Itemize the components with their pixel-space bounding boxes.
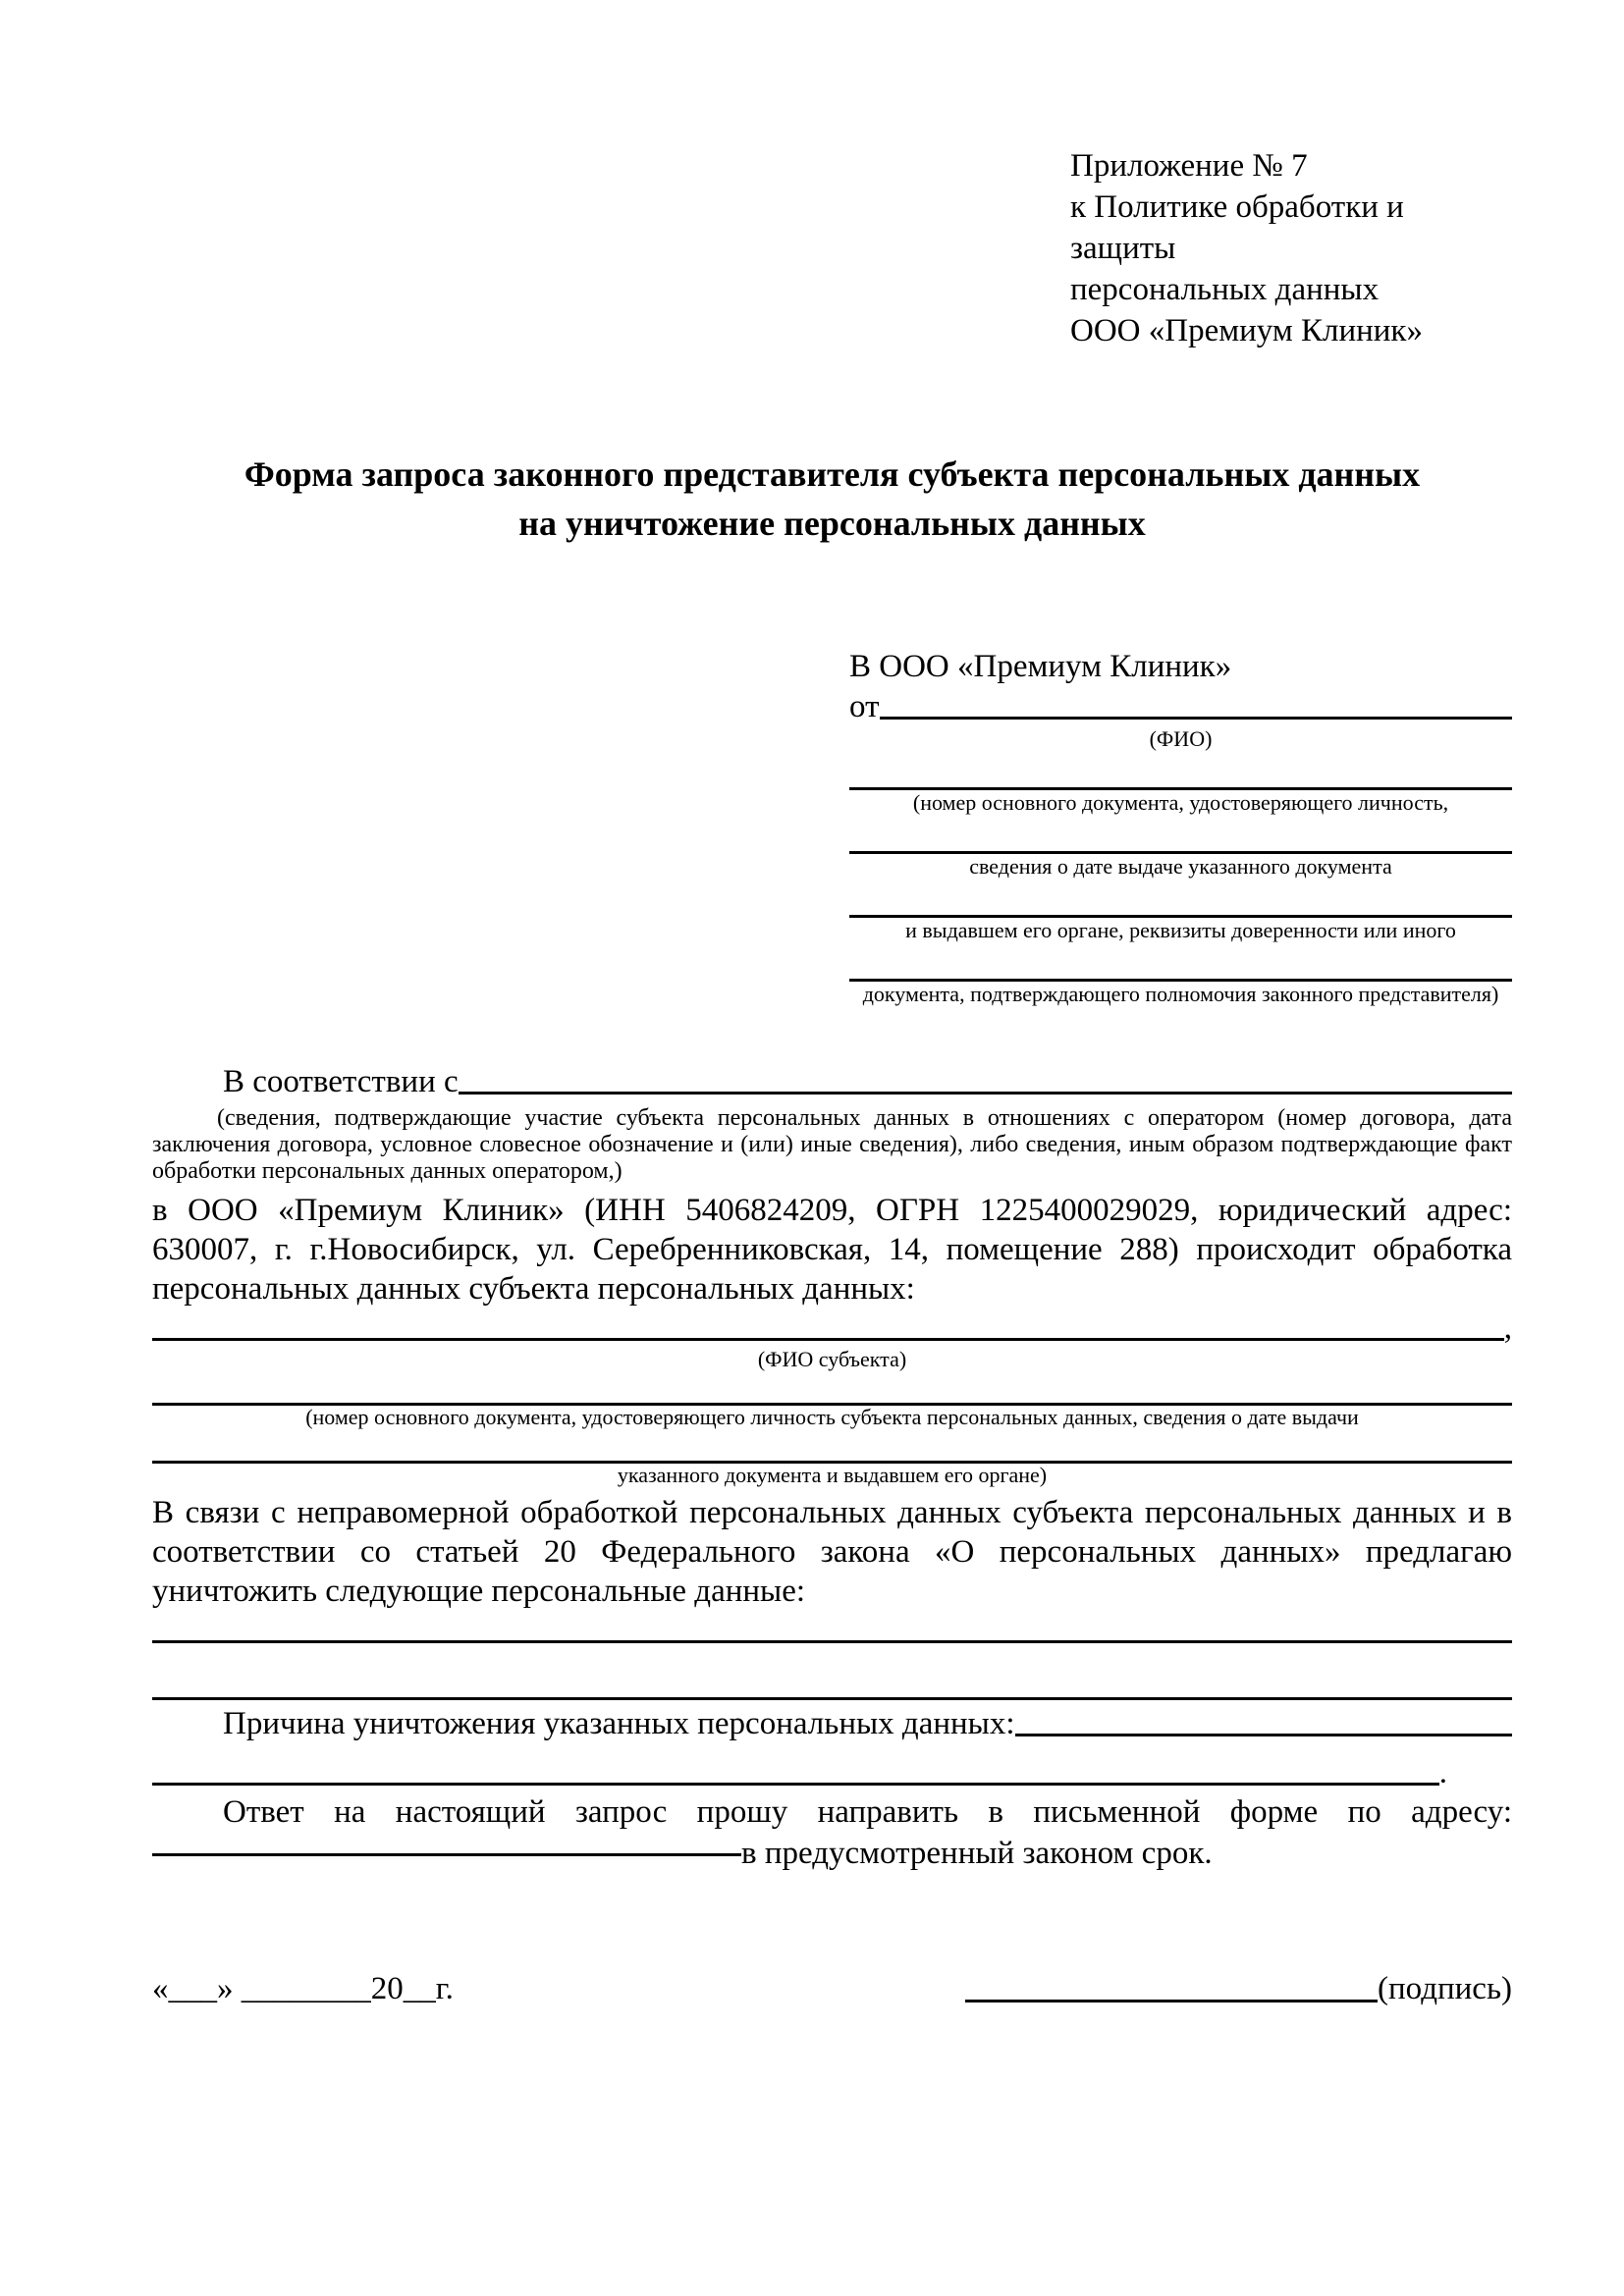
reason-label: Причина уничтожения указанных персональных данных: [223,1706,1015,1741]
blank-line [152,1429,1512,1464]
caption-doc1: (номер основного документа, удостоверяющего личность, [912,790,1449,815]
reason-blank-line2 [152,1753,1439,1786]
blank-line [152,1697,1512,1700]
signature-field [965,1968,1512,2009]
signature-caption: (подпись) [1378,1971,1512,2006]
document-body [152,1062,1512,1875]
reply-tail-text: в предусмотренный законом срок. [741,1836,1213,1871]
accordance-field [152,1062,1512,1101]
subject-fio-blank-line [152,1308,1504,1341]
addressee-to: В ООО «Премиум Клиник» [849,649,1232,684]
from-field [849,687,1512,726]
blank-line [152,1371,1512,1406]
trailing-period: . [1438,1755,1447,1790]
trailing-comma: , [1503,1310,1512,1346]
date-field: «___» ________20__г. [152,1971,454,2006]
reason-continuation-field [152,1753,1512,1792]
reason-field [152,1704,1512,1743]
request-paragraph: В связи с неправомерной обработкой персональных данных субъекта персональных данных и в соответствии со статьей 20 Федерального закона «О персональных данных» предлагаю уничтожить следующие персональные данные: [152,1495,1512,1609]
caption-subject-doc2: указанного документа и выдавшем его органе) [617,1463,1048,1487]
operator-paragraph: в ООО «Премиум Клиник» (ИНН 5406824209, ОГРН 1225400029029, юридический адрес: 630007, г. г.Новосибирск, ул. Серебренниковская, 14, помещение 288) происходит обработка персональных данных субъекта персональных данных: [152,1193,1512,1307]
caption-doc4: документа, подтверждающего полномочия законного представителя) [862,982,1499,1006]
blank-line [849,752,1512,790]
from-label: от [849,689,880,724]
subject-fio-field [152,1308,1512,1348]
document-title [152,450,1512,548]
from-blank-line [880,687,1513,720]
appendix-policy-line2: персональных данных [1070,272,1380,307]
reply-address-field [152,1832,1512,1875]
appendix-number: Приложение № 7 [1070,148,1308,184]
blank-line [849,816,1512,854]
caption-fio: (ФИО) [1149,726,1213,751]
blank-line [849,943,1512,982]
caption-doc2: сведения о дате выдаче указанного документа [969,854,1392,879]
accordance-label: В соответствии с [223,1064,459,1099]
signature-blank-line [965,1968,1378,2002]
fine-print-note: (сведения, подтверждающие участие субъекта персональных данных в отношениях с оператором (номер договора, дата заключения договора, условное словесное обозначение и (или) иные сведения), либо сведения, иным образом подтверждающие факт обработки персональных данных оператором,) [152,1105,1512,1184]
address-blank-line [152,1853,741,1856]
document-footer [152,1968,1512,2009]
blank-line [152,1640,1512,1643]
accordance-blank-line [459,1062,1512,1095]
blank-line [849,880,1512,918]
reason-blank-line [1015,1704,1512,1736]
appendix-policy-line: к Политике обработки и защиты [1070,189,1404,266]
caption-subject-doc1: (номер основного документа, удостоверяющего личность субъекта персональных данных, сведения о дате выдачи [305,1405,1359,1429]
caption-doc3: и выдавшем его органе, реквизиты доверенности или иного [905,918,1456,942]
appendix-header [1070,145,1512,351]
caption-subject-fio: (ФИО субъекта) [757,1347,907,1371]
appendix-company: ООО «Премиум Клиник» [1070,313,1423,348]
reply-request-line: Ответ на настоящий запрос прошу направить в письменной форме по адресу: [223,1794,1512,1830]
document-title-line1: Форма запроса законного представителя субъекта персональных данных [244,454,1421,494]
document-title-line2: на уничтожение персональных данных [518,504,1146,543]
addressee-block [849,646,1512,1007]
